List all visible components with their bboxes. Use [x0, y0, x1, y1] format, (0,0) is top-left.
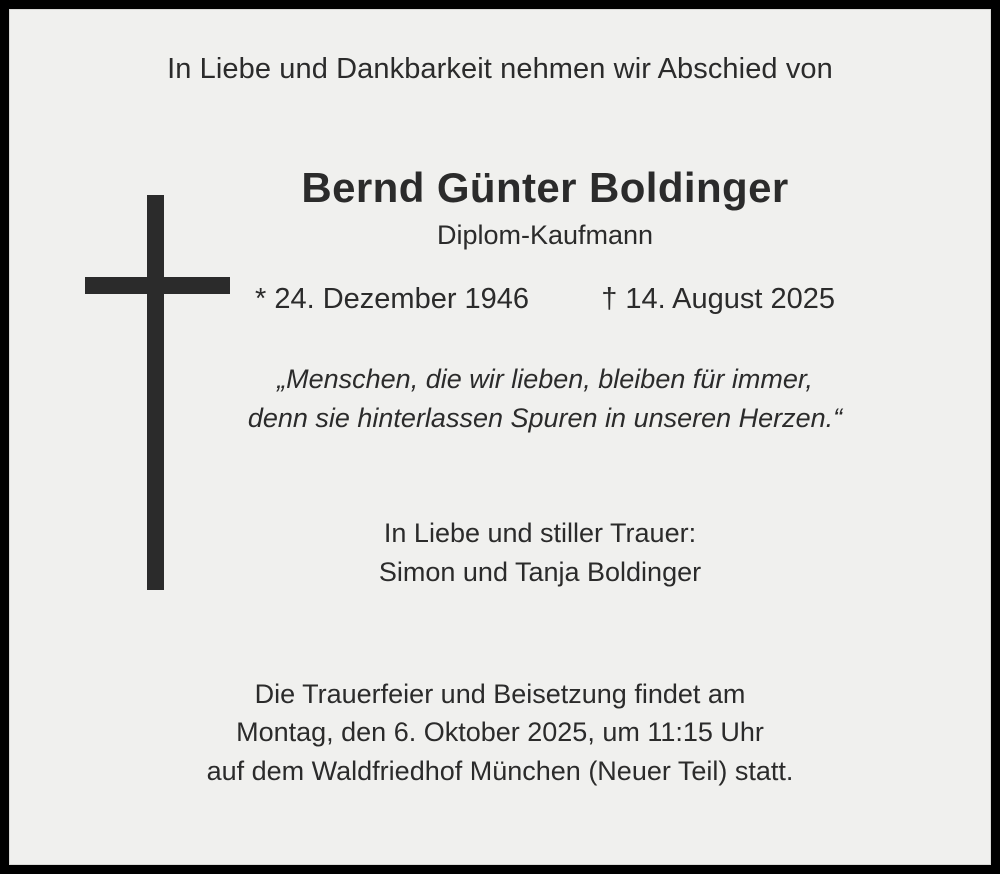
deceased-name: Bernd Günter Boldinger	[301, 164, 789, 211]
name-block	[10, 164, 990, 251]
death-date: † 14. August 2025	[601, 283, 835, 315]
ceremony-line-2: Montag, den 6. Oktober 2025, um 11:15 Uhr	[236, 717, 764, 748]
intro-text: In Liebe und Dankbarkeit nehmen wir Abschied von	[167, 53, 833, 85]
quote-line-1: „Menschen, die wir lieben, bleiben für immer,	[277, 364, 813, 394]
ceremony-line-1: Die Trauerfeier und Beisetzung findet am	[254, 678, 746, 709]
mourners-label: In Liebe und stiller Trauer:	[383, 518, 697, 549]
ceremony-line-3: auf dem Waldfriedhof München (Neuer Teil) statt.	[206, 756, 794, 787]
mourners-block	[10, 514, 990, 592]
birth-date: * 24. Dezember 1946	[255, 283, 530, 315]
quote-line-2: denn sie hinterlassen Spuren in unseren Herzen.“	[247, 403, 843, 434]
ceremony-details	[10, 675, 990, 792]
obituary-content	[10, 10, 990, 791]
deceased-profession: Diplom-Kaufmann	[436, 220, 654, 250]
mourners-names: Simon und Tanja Boldinger	[378, 557, 702, 588]
life-dates	[10, 283, 990, 316]
obituary-inner-frame	[9, 9, 991, 865]
memorial-quote	[10, 360, 990, 438]
